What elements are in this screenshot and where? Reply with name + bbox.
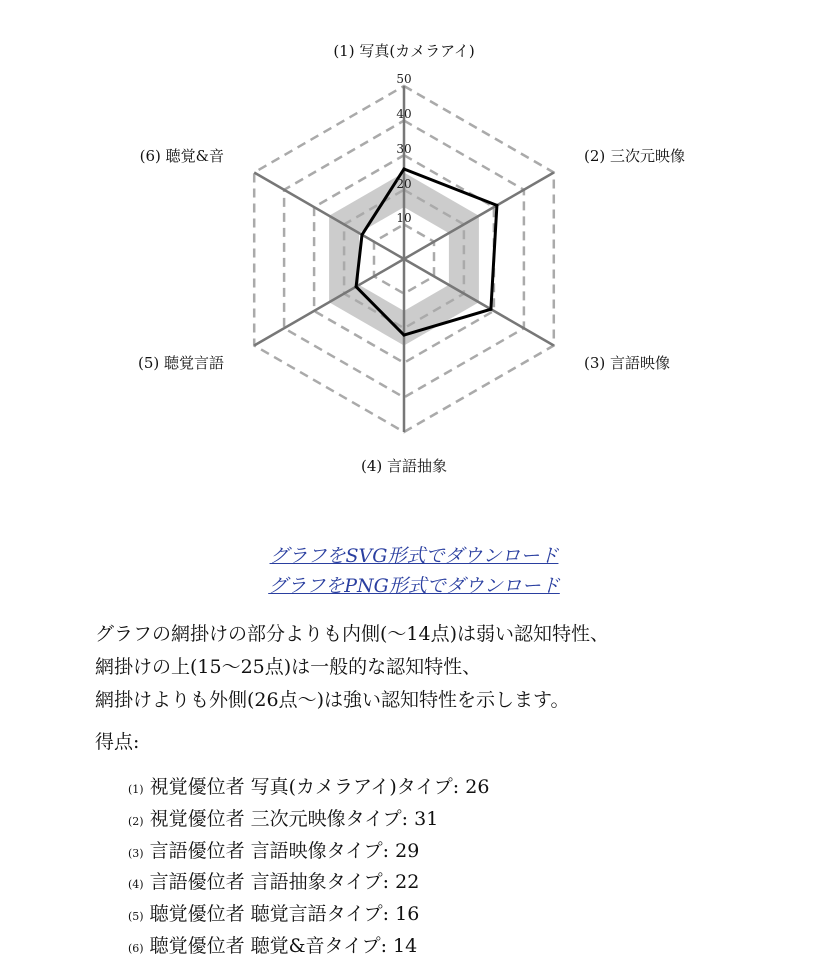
tick-label-20: 20: [396, 177, 412, 191]
description: [95, 618, 609, 717]
score-point-3: [489, 308, 492, 311]
score-item: [128, 804, 489, 836]
score-text: 言語優位者 言語映像タイプ: 29: [149, 839, 420, 862]
axis-label-auditory-sound: (6) 聴覚&音: [139, 147, 224, 165]
scores-title: 得点:: [95, 731, 140, 753]
description-line-2: 網掛けの上(15〜25点)は一般的な認知特性、: [95, 656, 482, 678]
axis-label-verbal-abstract: (4) 言語抽象: [360, 457, 448, 475]
score-item: [128, 772, 489, 804]
description-line-1: グラフの網掛けの部分よりも内側(〜14点)は弱い認知特性、: [95, 623, 610, 645]
score-item: [128, 899, 489, 931]
tick-label-50: 50: [396, 72, 412, 86]
score-item: [128, 836, 489, 868]
score-text: 言語優位者 言語抽象タイプ: 22: [149, 871, 420, 894]
score-text: 聴覚優位者 聴覚&音タイプ: 14: [149, 934, 418, 957]
score-point-6: [361, 233, 364, 236]
axis-label-photo: (1) 写真(カメラアイ): [333, 42, 475, 60]
score-number: (4): [128, 878, 144, 892]
description-line-3: 網掛けよりも外側(26点〜)は強い認知特性を示します。: [95, 689, 570, 711]
axis-label-verbal-image: (3) 言語映像: [584, 354, 671, 372]
axis-label-3d: (2) 三次元映像: [584, 147, 686, 165]
score-item: [128, 931, 489, 963]
tick-label-30: 30: [396, 142, 412, 156]
score-number: (1): [128, 783, 144, 796]
score-number: (2): [128, 814, 144, 828]
score-point-2: [495, 204, 498, 207]
score-point-4: [403, 334, 406, 337]
axis-label-auditory-verbal: (5) 聴覚言語: [137, 354, 224, 372]
score-list: [128, 772, 489, 963]
axis-spokes: [254, 86, 554, 432]
score-number: (5): [128, 910, 144, 924]
download-png-link[interactable]: グラフをPNG形式でダウンロード: [268, 575, 560, 597]
score-point-1: [403, 168, 406, 171]
score-text: 視覚優位者 写真(カメラアイ)タイプ: 26: [149, 776, 490, 798]
score-text: 聴覚優位者 聴覚言語タイプ: 16: [149, 903, 420, 926]
score-text: 視覚優位者 三次元映像タイプ: 31: [149, 807, 439, 830]
score-number: (6): [128, 941, 144, 955]
tick-label-40: 40: [396, 107, 412, 121]
download-links: [0, 541, 828, 601]
score-number: (3): [128, 846, 144, 860]
download-svg-link[interactable]: グラフをSVG形式でダウンロード: [269, 545, 559, 567]
score-point-5: [355, 285, 358, 288]
tick-label-10: 10: [396, 211, 412, 225]
score-item: [128, 867, 489, 899]
